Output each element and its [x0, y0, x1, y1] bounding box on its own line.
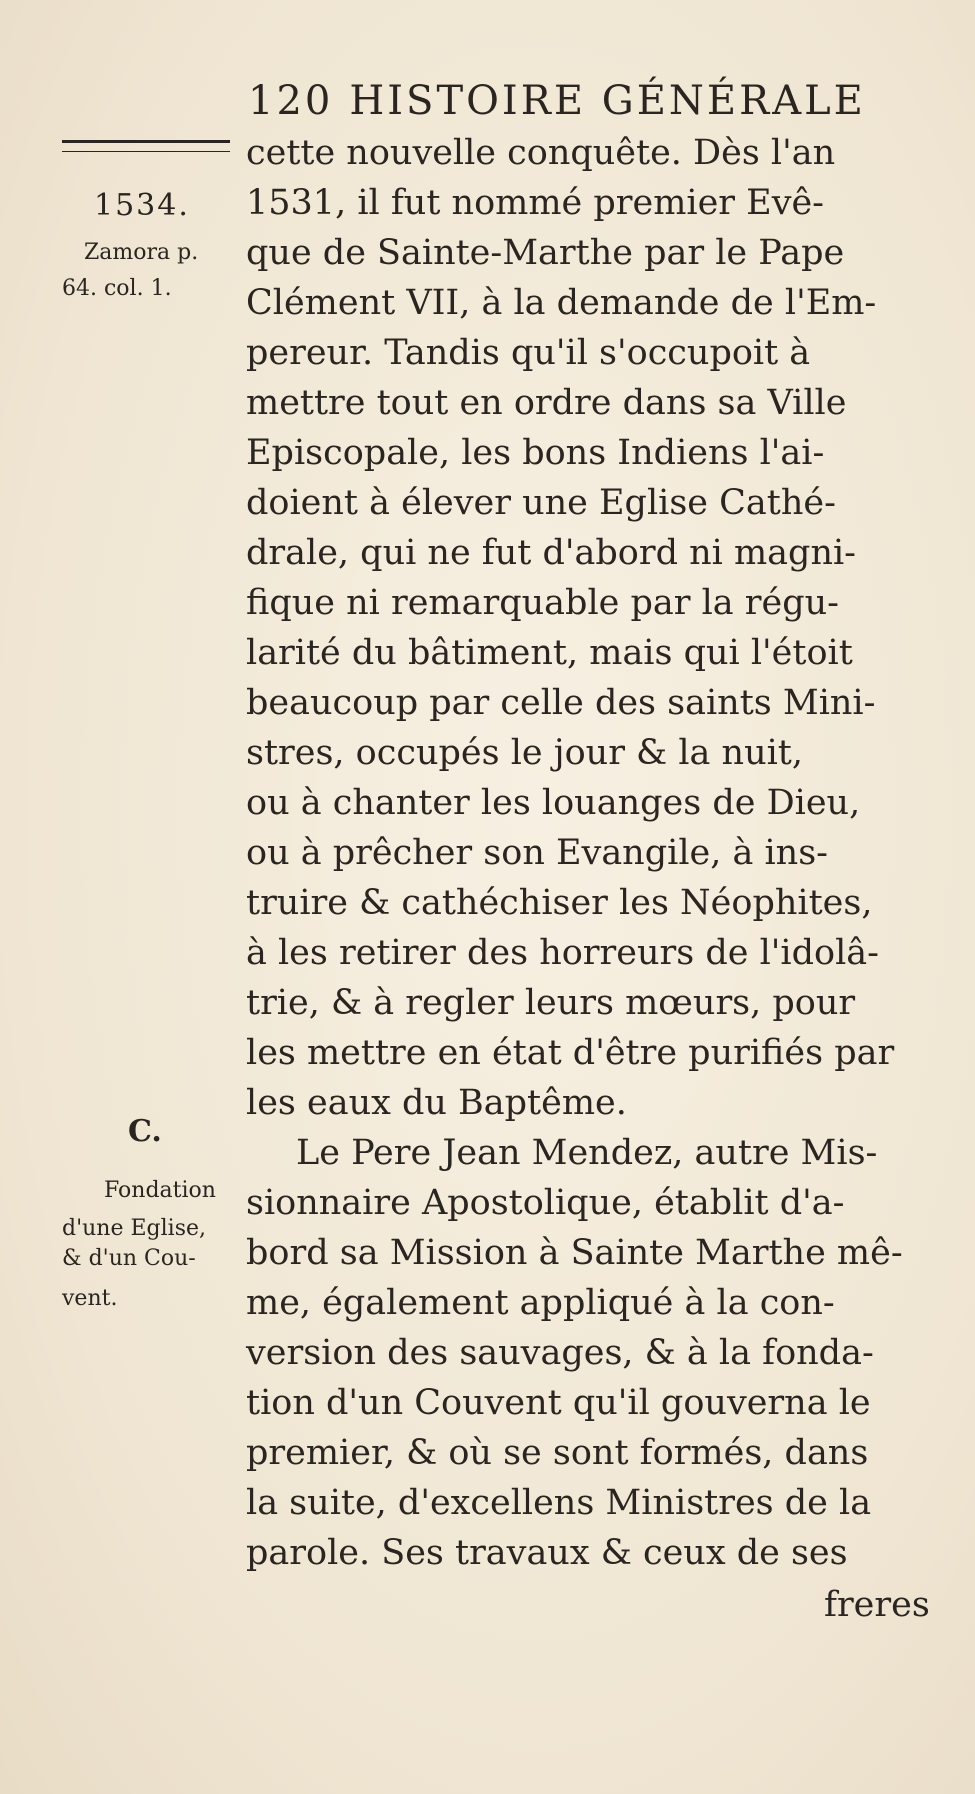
text-line: ou à chanter les louanges de Dieu,: [246, 783, 861, 823]
text-line: stres, occupés le jour & la nuit,: [246, 733, 803, 773]
catchword: freres: [824, 1585, 930, 1625]
text-line: la suite, d'excellens Ministres de la: [246, 1483, 872, 1523]
running-header: [248, 78, 866, 124]
margin-ref-line2: 64. col. 1.: [62, 276, 172, 301]
text-line: sionnaire Apostolique, établit d'a-: [246, 1183, 845, 1223]
text-line: truire & cathéchiser les Néophites,: [246, 883, 873, 923]
text-line: bord sa Mission à Sainte Marthe mê-: [246, 1233, 903, 1273]
text-line: 1531, il fut nommé premier Evê-: [246, 183, 825, 223]
text-line: drale, qui ne fut d'abord ni magni-: [246, 533, 857, 573]
text-line: à les retirer des horreurs de l'idolâ-: [246, 933, 879, 973]
page-number: 120: [248, 78, 334, 124]
text-line: Clément VII, à la demande de l'Em-: [246, 283, 877, 323]
text-line: doient à élever une Eglise Cathé-: [246, 483, 836, 523]
text-line: fique ni remarquable par la régu-: [246, 583, 840, 623]
text-line: parole. Ses travaux & ceux de ses: [246, 1533, 848, 1573]
text-line: premier, & où se sont formés, dans: [246, 1433, 869, 1473]
margin-year: 1534.: [94, 188, 190, 223]
text-line: Episcopale, les bons Indiens l'ai-: [246, 433, 825, 473]
text-line: larité du bâtiment, mais qui l'étoit: [246, 633, 853, 673]
running-title: HISTOIRE GÉNÉRALE: [349, 78, 866, 124]
text-line: cette nouvelle conquête. Dès l'an: [246, 133, 836, 173]
margin-note-line2: d'une Eglise,: [62, 1216, 206, 1241]
margin-section-letter: C.: [128, 1114, 162, 1149]
text-line: tion d'un Couvent qu'il gouverna le: [246, 1383, 871, 1423]
text-line: mettre tout en ordre dans sa Ville: [246, 383, 847, 423]
text-line: Le Pere Jean Mendez, autre Mis-: [296, 1133, 878, 1173]
margin-ref-line1: Zamora p.: [84, 240, 199, 265]
text-line: ou à prêcher son Evangile, à ins-: [246, 833, 828, 873]
text-line: version des sauvages, & à la fonda-: [246, 1333, 874, 1373]
text-line: les mettre en état d'être purifiés par: [246, 1033, 895, 1073]
margin-rule: [62, 140, 230, 152]
text-line: les eaux du Baptême.: [246, 1083, 627, 1123]
margin-note-line3: & d'un Cou-: [62, 1246, 196, 1271]
text-line: beaucoup par celle des saints Mini-: [246, 683, 876, 723]
margin-note-line4: vent.: [62, 1286, 118, 1311]
text-line: pereur. Tandis qu'il s'occupoit à: [246, 333, 811, 373]
text-line: me, également appliqué à la con-: [246, 1283, 835, 1323]
text-line: trie, & à regler leurs mœurs, pour: [246, 983, 856, 1023]
margin-note-line1: Fondation: [104, 1178, 216, 1203]
text-line: que de Sainte-Marthe par le Pape: [246, 233, 845, 273]
